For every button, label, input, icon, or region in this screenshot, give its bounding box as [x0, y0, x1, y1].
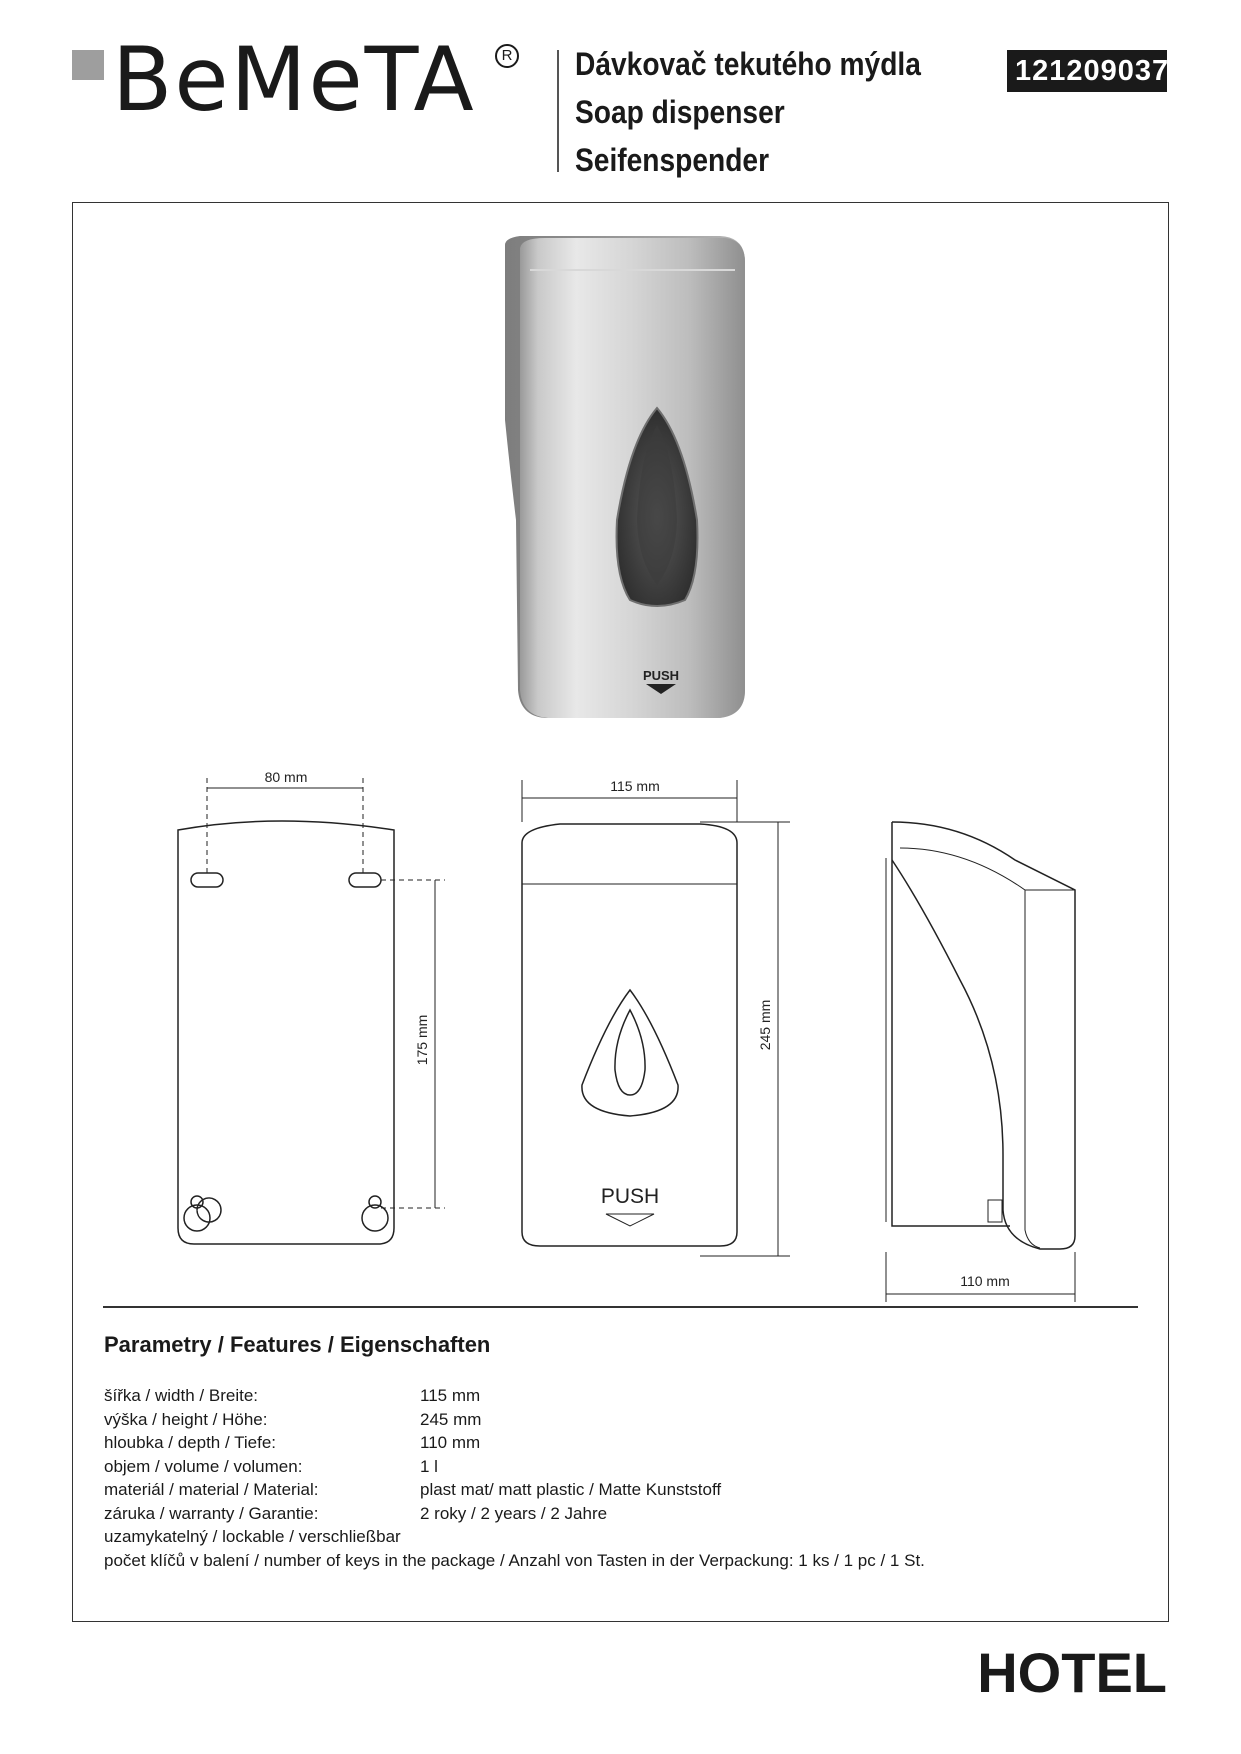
- feature-value: 2 roky / 2 years / 2 Jahre: [420, 1503, 608, 1523]
- category-label: HOTEL: [977, 1641, 1167, 1704]
- dim-back-width: 80 mm: [264, 769, 308, 785]
- dim-hole-spacing: 175 mm: [414, 1014, 430, 1066]
- product-code-badge: 121209037: [1007, 50, 1167, 92]
- feature-value: plast mat/ matt plastic / Matte Kunststoff: [420, 1480, 722, 1499]
- feature-value: 115 mm: [420, 1386, 481, 1405]
- front-push-label: PUSH: [600, 1185, 660, 1208]
- feature-label: výška / height / Höhe:: [104, 1409, 268, 1429]
- photo-push-label: PUSH: [642, 668, 680, 683]
- brand-logo: BeMeTA: [112, 28, 476, 131]
- product-photo: [505, 236, 745, 718]
- dim-front-width: 115 mm: [610, 778, 660, 794]
- back-view-drawing: [178, 778, 445, 1244]
- feature-label: záruka / warranty / Garantie:: [104, 1503, 319, 1523]
- feature-label: uzamykatelný / lockable / verschließbar: [104, 1527, 401, 1546]
- feature-value: 110 mm: [420, 1433, 481, 1452]
- dim-front-height: 245 mm: [757, 999, 773, 1051]
- section-divider: [103, 1306, 1138, 1308]
- feature-value: 245 mm: [420, 1409, 482, 1429]
- feature-label: hloubka / depth / Tiefe:: [104, 1433, 277, 1452]
- dim-side-depth: 110 mm: [960, 1273, 1010, 1289]
- title-en: Soap dispenser: [575, 94, 785, 130]
- side-view-drawing: [886, 822, 1075, 1302]
- feature-label: objem / volume / volumen:: [104, 1456, 303, 1476]
- features-title: Parametry / Features / Eigenschaften: [104, 1332, 491, 1357]
- feature-label: šířka / width / Breite:: [104, 1386, 258, 1405]
- feature-value: 1 l: [420, 1456, 438, 1476]
- registered-mark: R: [495, 44, 519, 68]
- title-de: Seifenspender: [575, 142, 770, 178]
- feature-label: počet klíčů v balení / number of keys in the package / Anzahl von Tasten in der Verpackung: 1 ks / 1 pc / 1 St.: [104, 1550, 925, 1570]
- title-cz: Dávkovač tekutého mýdla: [575, 46, 921, 82]
- feature-label: materiál / material / Material:: [104, 1480, 319, 1499]
